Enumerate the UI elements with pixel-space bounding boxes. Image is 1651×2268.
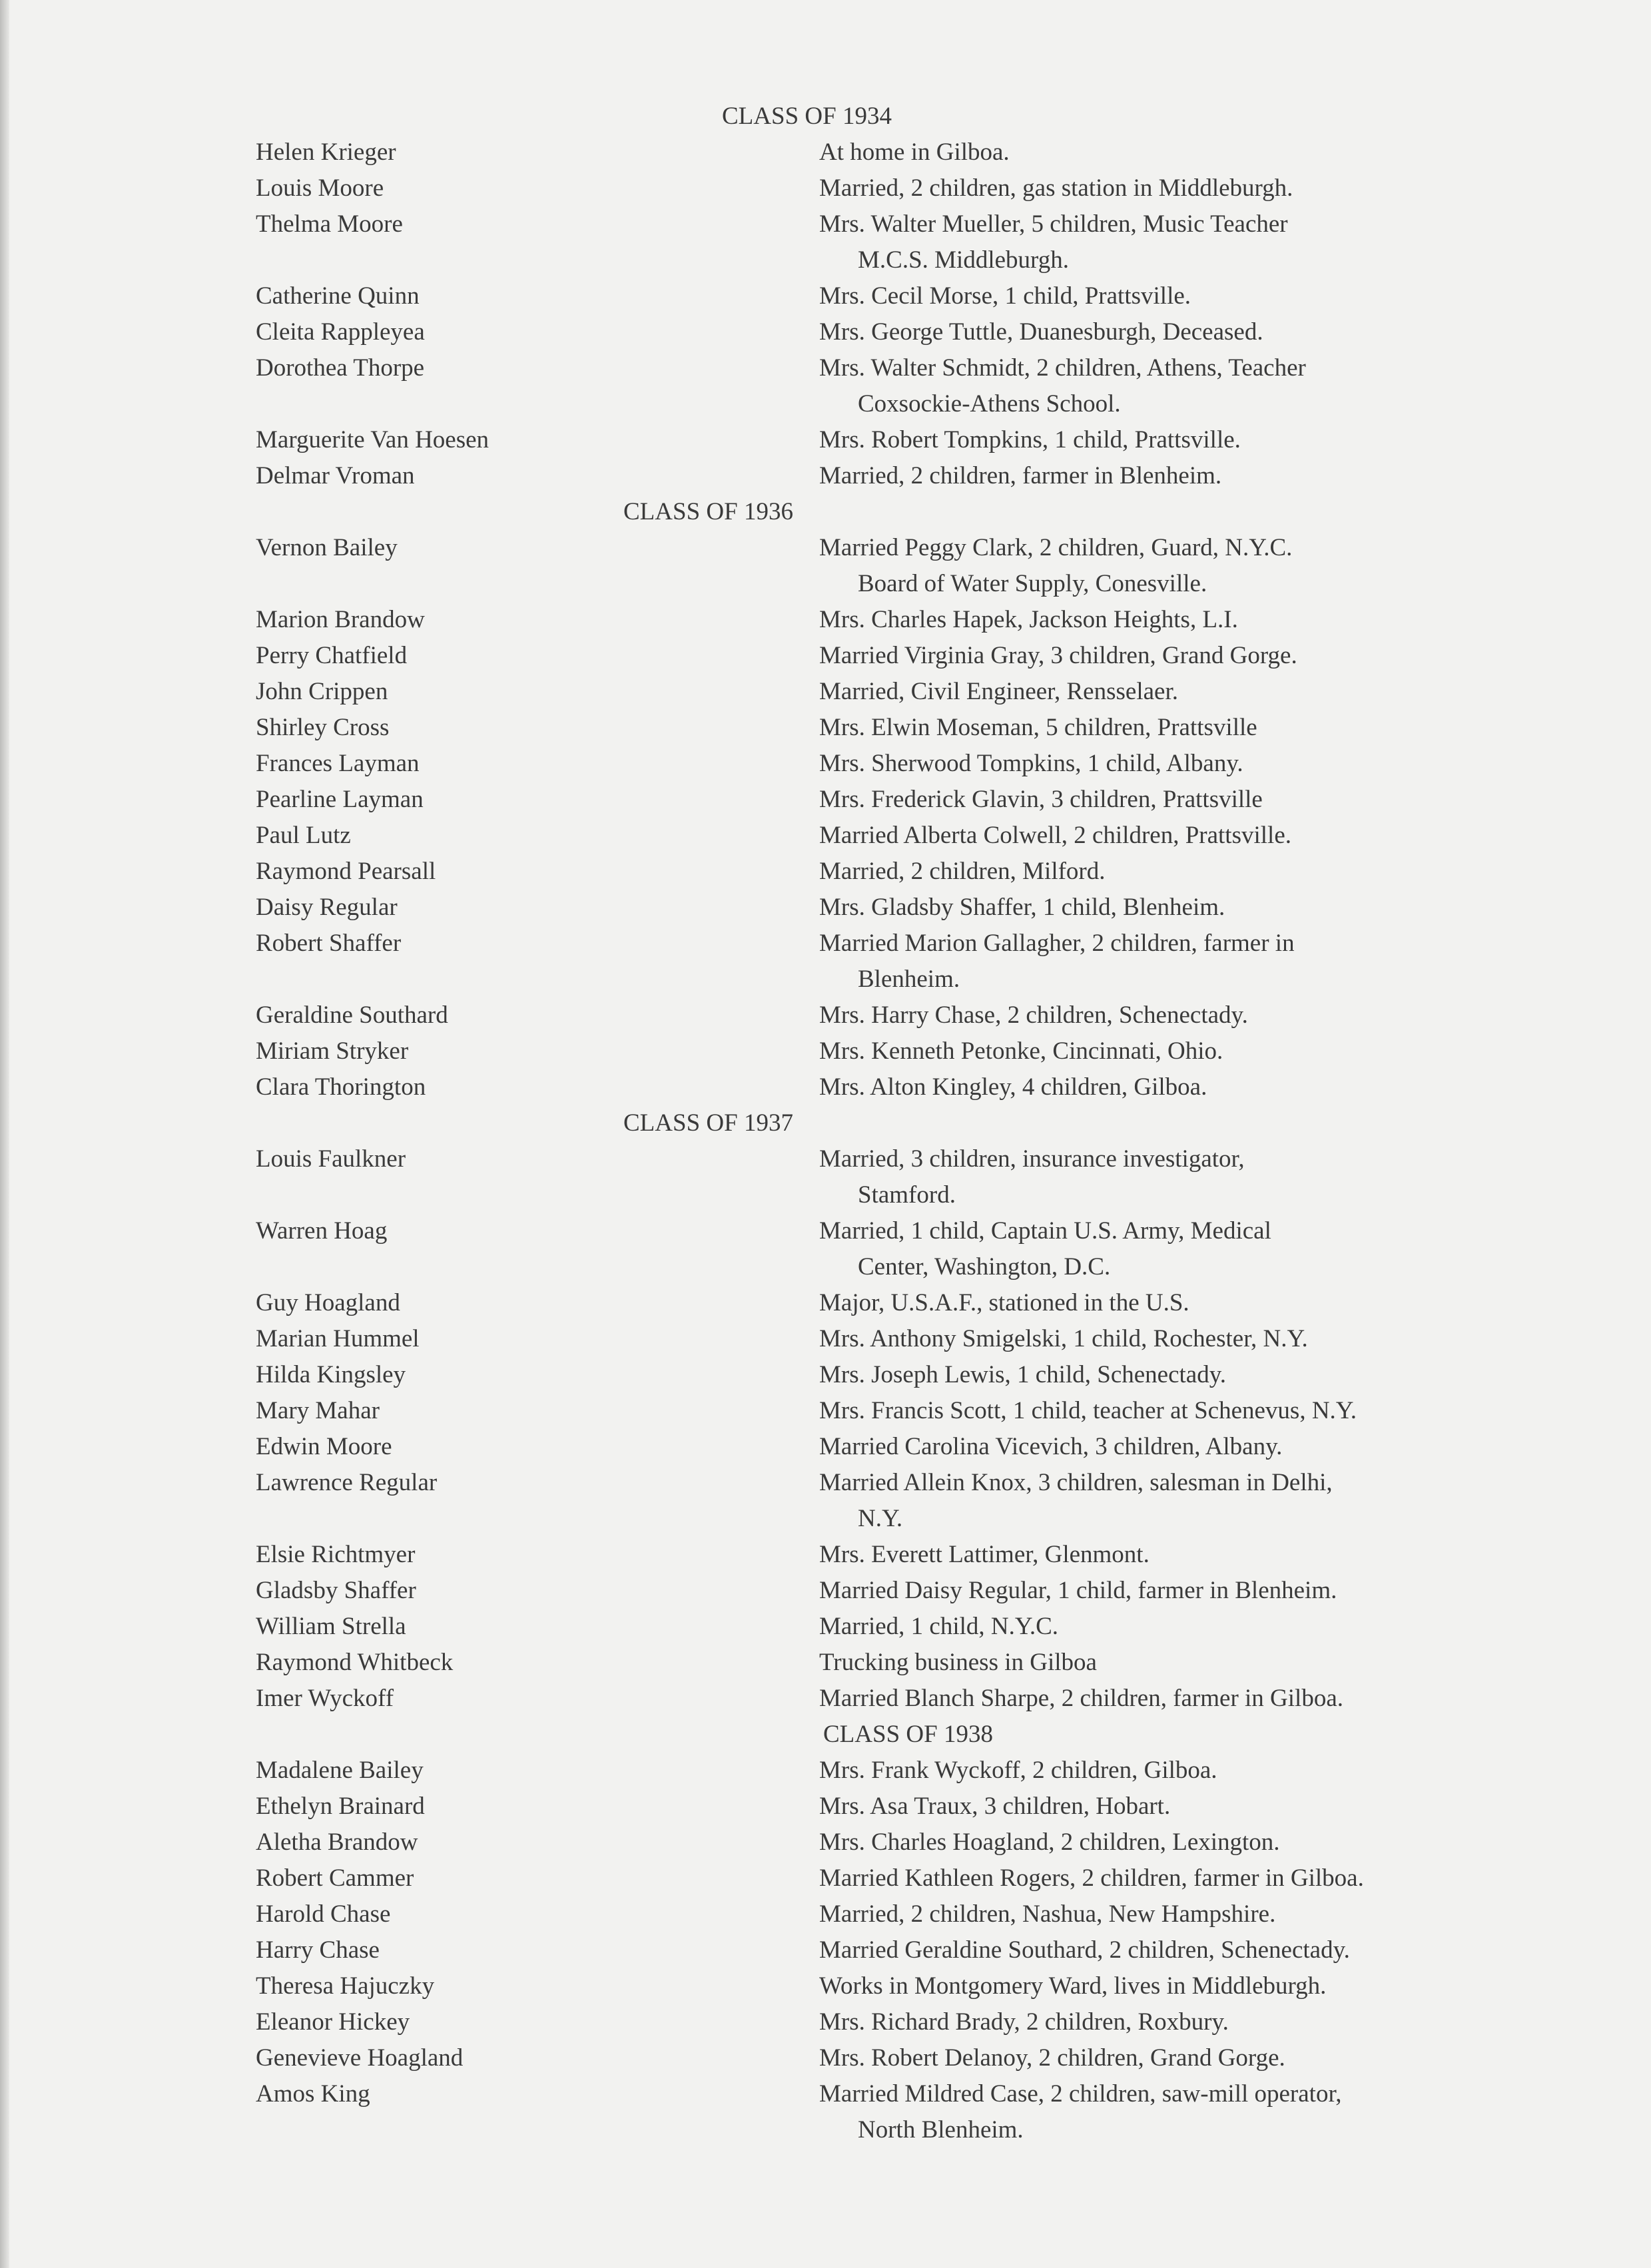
alumni-name: Frances Layman xyxy=(256,750,420,777)
alumni-note xyxy=(819,1609,1538,1645)
alumni-entry xyxy=(256,350,1588,422)
alumni-entry xyxy=(256,746,1588,782)
alumni-note xyxy=(819,1069,1538,1105)
alumni-name: Mary Mahar xyxy=(256,1397,380,1424)
alumni-name: Cleita Rappleyea xyxy=(256,318,425,346)
alumni-name: Madalene Bailey xyxy=(256,1757,424,1784)
alumni-entry xyxy=(256,638,1588,674)
note-line: Mrs. Elwin Moseman, 5 children, Prattsville xyxy=(819,714,1257,741)
alumni-note xyxy=(819,1968,1538,2004)
note-line: Married, 1 child, Captain U.S. Army, Medical xyxy=(819,1217,1271,1245)
alumni-entry xyxy=(256,1141,1588,1213)
note-line: Mrs. Gladsby Shaffer, 1 child, Blenheim. xyxy=(819,894,1225,921)
alumni-name: Eleanor Hickey xyxy=(256,2008,410,2036)
alumni-entry xyxy=(256,1896,1588,1932)
alumni-note xyxy=(819,890,1538,926)
note-line: Married Mildred Case, 2 children, saw-mill operator, xyxy=(819,2080,1342,2108)
alumni-note xyxy=(819,135,1538,170)
alumni-name: Harry Chase xyxy=(256,1936,380,1964)
alumni-entry xyxy=(256,422,1588,458)
alumni-note xyxy=(819,997,1538,1033)
note-line: Mrs. Asa Traux, 3 children, Hobart. xyxy=(819,1793,1171,1820)
alumni-name: Guy Hoagland xyxy=(256,1289,400,1316)
alumni-note xyxy=(819,1753,1538,1789)
alumni-name: Daisy Regular xyxy=(256,894,398,921)
alumni-name: Pearline Layman xyxy=(256,786,424,813)
alumni-entry xyxy=(256,1033,1588,1069)
alumni-entry xyxy=(256,206,1588,278)
alumni-note xyxy=(819,1645,1538,1681)
alumni-name: Marguerite Van Hoesen xyxy=(256,426,490,453)
class-heading: CLASS OF 1938 xyxy=(823,1721,993,1748)
note-line: Mrs. Charles Hoagland, 2 children, Lexington. xyxy=(819,1829,1280,1856)
alumni-note xyxy=(819,1860,1538,1896)
alumni-entry xyxy=(256,1645,1588,1681)
alumni-name: Edwin Moore xyxy=(256,1433,392,1460)
note-line: Married, Civil Engineer, Rensselaer. xyxy=(819,678,1178,705)
alumni-note xyxy=(819,1681,1538,1717)
alumni-note xyxy=(819,350,1538,422)
alumni-name: Robert Cammer xyxy=(256,1864,414,1892)
alumni-entry xyxy=(256,926,1588,997)
alumni-entry xyxy=(256,135,1588,170)
alumni-note xyxy=(819,782,1538,818)
note-line: Mrs. Robert Delanoy, 2 children, Grand Gorge. xyxy=(819,2044,1285,2072)
note-line: Married Allein Knox, 3 children, salesman in Delhi, xyxy=(819,1469,1333,1496)
alumni-note xyxy=(819,1285,1538,1321)
note-line: Mrs. Robert Tompkins, 1 child, Prattsville. xyxy=(819,426,1241,453)
alumni-entry xyxy=(256,1968,1588,2004)
alumni-name: Genevieve Hoagland xyxy=(256,2044,464,2072)
page-edge-shadow xyxy=(0,0,9,2268)
alumni-name: Geraldine Southard xyxy=(256,1001,448,1029)
note-line: Works in Montgomery Ward, lives in Middleburgh. xyxy=(819,1972,1327,2000)
alumni-entry xyxy=(256,602,1588,638)
alumni-entry xyxy=(256,890,1588,926)
note-continuation-line: Blenheim. xyxy=(858,966,960,993)
alumni-name: Raymond Pearsall xyxy=(256,858,436,885)
note-line: Married Marion Gallagher, 2 children, farmer in xyxy=(819,930,1295,957)
alumni-name: Clara Thorington xyxy=(256,1073,426,1101)
alumni-note xyxy=(819,314,1538,350)
alumni-note xyxy=(819,602,1538,638)
note-line: Married Kathleen Rogers, 2 children, farmer in Gilboa. xyxy=(819,1864,1364,1892)
alumni-note xyxy=(819,746,1538,782)
alumni-note xyxy=(819,1537,1538,1573)
alumni-name: Hilda Kingsley xyxy=(256,1361,406,1388)
alumni-note xyxy=(819,170,1538,206)
note-line: Mrs. Kenneth Petonke, Cincinnati, Ohio. xyxy=(819,1037,1223,1065)
alumni-entry xyxy=(256,1860,1588,1896)
alumni-entry xyxy=(256,170,1588,206)
note-line: Mrs. Everett Lattimer, Glenmont. xyxy=(819,1541,1150,1568)
alumni-note xyxy=(819,710,1538,746)
alumni-note xyxy=(819,2040,1538,2076)
alumni-name: Raymond Whitbeck xyxy=(256,1649,454,1676)
note-line: At home in Gilboa. xyxy=(819,139,1010,166)
alumni-note xyxy=(819,1789,1538,1825)
alumni-entry xyxy=(256,710,1588,746)
alumni-entry xyxy=(256,2040,1588,2076)
note-line: Mrs. Frank Wyckoff, 2 children, Gilboa. xyxy=(819,1757,1217,1784)
alumni-name: Amos King xyxy=(256,2080,370,2108)
alumni-entry xyxy=(256,854,1588,890)
alumni-note xyxy=(819,926,1538,997)
alumni-name: Miriam Stryker xyxy=(256,1037,409,1065)
alumni-name: Robert Shaffer xyxy=(256,930,402,957)
alumni-note xyxy=(819,818,1538,854)
alumni-note xyxy=(819,1357,1538,1393)
alumni-name: Dorothea Thorpe xyxy=(256,354,425,382)
alumni-name: Thelma Moore xyxy=(256,210,403,238)
alumni-entry xyxy=(256,1789,1588,1825)
alumni-entry xyxy=(256,1213,1588,1285)
note-line: Mrs. Charles Hapek, Jackson Heights, L.I. xyxy=(819,606,1238,633)
alumni-name: Shirley Cross xyxy=(256,714,390,741)
note-line: Married, 2 children, Nashua, New Hampshire. xyxy=(819,1900,1276,1928)
note-line: Married Geraldine Southard, 2 children, Schenectady. xyxy=(819,1936,1350,1964)
alumni-note xyxy=(819,638,1538,674)
note-line: Married, 2 children, Milford. xyxy=(819,858,1106,885)
note-continuation-line: North Blenheim. xyxy=(858,2116,1024,2143)
note-line: Married, 2 children, gas station in Middleburgh. xyxy=(819,174,1293,202)
note-line: Mrs. Frederick Glavin, 3 children, Prattsville xyxy=(819,786,1263,813)
alumni-note xyxy=(819,1033,1538,1069)
alumni-note xyxy=(819,530,1538,602)
alumni-name: John Crippen xyxy=(256,678,388,705)
note-line: Married Alberta Colwell, 2 children, Prattsville. xyxy=(819,822,1291,849)
alumni-entry xyxy=(256,1753,1588,1789)
alumni-name: Helen Krieger xyxy=(256,139,396,166)
alumni-name: Elsie Richtmyer xyxy=(256,1541,416,1568)
alumni-entry xyxy=(256,1465,1588,1537)
class-heading: CLASS OF 1934 xyxy=(722,103,892,130)
alumni-name: Louis Faulkner xyxy=(256,1145,406,1173)
note-line: Mrs. Harry Chase, 2 children, Schenectady. xyxy=(819,1001,1248,1029)
note-line: Mrs. George Tuttle, Duanesburgh, Deceased. xyxy=(819,318,1263,346)
alumni-entry xyxy=(256,1069,1588,1105)
alumni-note xyxy=(819,1932,1538,1968)
note-line: Married, 1 child, N.Y.C. xyxy=(819,1613,1058,1640)
alumni-entry xyxy=(256,2076,1588,2148)
alumni-entry xyxy=(256,2004,1588,2040)
alumni-entry xyxy=(256,674,1588,710)
alumni-note xyxy=(819,1141,1538,1213)
alumni-name: Louis Moore xyxy=(256,174,384,202)
alumni-note xyxy=(819,206,1538,278)
alumni-note xyxy=(819,458,1538,494)
alumni-note xyxy=(819,1213,1538,1285)
note-line: Married Daisy Regular, 1 child, farmer in Blenheim. xyxy=(819,1577,1337,1604)
alumni-entry xyxy=(256,1681,1588,1717)
note-continuation-line: N.Y. xyxy=(858,1505,903,1532)
alumni-note xyxy=(819,1573,1538,1609)
note-line: Mrs. Walter Mueller, 5 children, Music Teacher xyxy=(819,210,1288,238)
alumni-entry xyxy=(256,1321,1588,1357)
alumni-entry xyxy=(256,1609,1588,1645)
alumni-entry xyxy=(256,1537,1588,1573)
note-line: Mrs. Richard Brady, 2 children, Roxbury. xyxy=(819,2008,1229,2036)
alumni-entry xyxy=(256,782,1588,818)
alumni-note xyxy=(819,854,1538,890)
alumni-entry xyxy=(256,1393,1588,1429)
note-continuation-line: Board of Water Supply, Conesville. xyxy=(858,570,1207,597)
alumni-name: Warren Hoag xyxy=(256,1217,388,1245)
alumni-note xyxy=(819,1321,1538,1357)
alumni-name: Perry Chatfield xyxy=(256,642,408,669)
alumni-entry xyxy=(256,530,1588,602)
alumni-entry xyxy=(256,818,1588,854)
alumni-entry xyxy=(256,278,1588,314)
alumni-note xyxy=(819,674,1538,710)
note-line: Married, 3 children, insurance investigator, xyxy=(819,1145,1245,1173)
class-heading: CLASS OF 1936 xyxy=(623,498,793,525)
alumni-name: Gladsby Shaffer xyxy=(256,1577,416,1604)
note-line: Married Virginia Gray, 3 children, Grand Gorge. xyxy=(819,642,1297,669)
alumni-name: William Strella xyxy=(256,1613,406,1640)
alumni-name: Theresa Hajuczky xyxy=(256,1972,435,2000)
alumni-name: Imer Wyckoff xyxy=(256,1685,394,1712)
alumni-name: Harold Chase xyxy=(256,1900,391,1928)
alumni-name: Vernon Bailey xyxy=(256,534,398,561)
note-line: Mrs. Joseph Lewis, 1 child, Schenectady. xyxy=(819,1361,1227,1388)
alumni-entry xyxy=(256,997,1588,1033)
alumni-entry xyxy=(256,1825,1588,1860)
alumni-name: Marion Brandow xyxy=(256,606,425,633)
alumni-name: Ethelyn Brainard xyxy=(256,1793,425,1820)
note-line: Mrs. Walter Schmidt, 2 children, Athens, Teacher xyxy=(819,354,1306,382)
alumni-entry xyxy=(256,314,1588,350)
alumni-entry xyxy=(256,458,1588,494)
note-continuation-line: M.C.S. Middleburgh. xyxy=(858,246,1069,274)
alumni-note xyxy=(819,2076,1538,2148)
note-line: Mrs. Anthony Smigelski, 1 child, Rochester, N.Y. xyxy=(819,1325,1308,1352)
alumni-entry xyxy=(256,1573,1588,1609)
note-line: Trucking business in Gilboa xyxy=(819,1649,1097,1676)
alumni-name: Delmar Vroman xyxy=(256,462,415,489)
alumni-name: Aletha Brandow xyxy=(256,1829,418,1856)
note-line: Married Blanch Sharpe, 2 children, farmer in Gilboa. xyxy=(819,1685,1344,1712)
alumni-entry xyxy=(256,1932,1588,1968)
note-continuation-line: Coxsockie-Athens School. xyxy=(858,390,1121,418)
alumni-entry xyxy=(256,1285,1588,1321)
note-line: Major, U.S.A.F., stationed in the U.S. xyxy=(819,1289,1189,1316)
note-continuation-line: Center, Washington, D.C. xyxy=(858,1253,1111,1280)
note-line: Married, 2 children, farmer in Blenheim. xyxy=(819,462,1222,489)
note-line: Married Peggy Clark, 2 children, Guard, N.Y.C. xyxy=(819,534,1293,561)
note-line: Mrs. Cecil Morse, 1 child, Prattsville. xyxy=(819,282,1191,310)
alumni-entry xyxy=(256,1357,1588,1393)
alumni-note xyxy=(819,1393,1538,1429)
alumni-note xyxy=(819,422,1538,458)
alumni-note xyxy=(819,1896,1538,1932)
alumni-name: Catherine Quinn xyxy=(256,282,420,310)
alumni-note xyxy=(819,1465,1538,1537)
alumni-entry xyxy=(256,1429,1588,1465)
note-line: Mrs. Sherwood Tompkins, 1 child, Albany. xyxy=(819,750,1243,777)
note-line: Mrs. Francis Scott, 1 child, teacher at Schenevus, N.Y. xyxy=(819,1397,1357,1424)
alumni-note xyxy=(819,1429,1538,1465)
alumni-name: Marian Hummel xyxy=(256,1325,420,1352)
alumni-note xyxy=(819,1825,1538,1860)
class-heading: CLASS OF 1937 xyxy=(623,1109,793,1137)
note-line: Married Carolina Vicevich, 3 children, Albany. xyxy=(819,1433,1283,1460)
note-continuation-line: Stamford. xyxy=(858,1181,956,1209)
alumni-roster xyxy=(256,99,1588,2148)
alumni-note xyxy=(819,2004,1538,2040)
note-line: Mrs. Alton Kingley, 4 children, Gilboa. xyxy=(819,1073,1207,1101)
alumni-note xyxy=(819,278,1538,314)
alumni-name: Lawrence Regular xyxy=(256,1469,438,1496)
alumni-name: Paul Lutz xyxy=(256,822,351,849)
